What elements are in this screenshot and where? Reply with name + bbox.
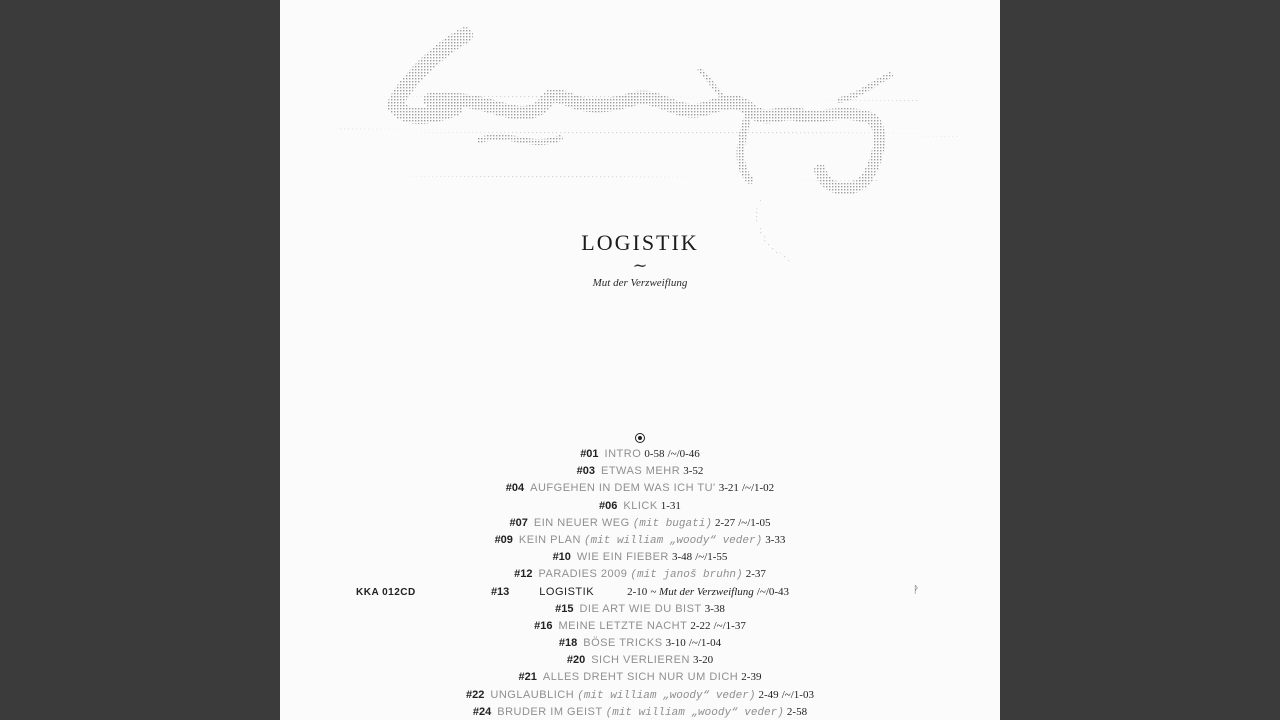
- track-number: #03: [576, 465, 595, 478]
- track-row: [280, 515, 1000, 532]
- track-row: [280, 498, 1000, 515]
- track-number: #06: [599, 499, 618, 512]
- tracklist: [280, 446, 1000, 720]
- disc-icon: [635, 433, 645, 443]
- track-number: #13: [490, 585, 510, 598]
- track-subtitle: ~ Mut der Verzweiflung: [650, 585, 754, 598]
- track-featuring: (mit janoš bruhn): [630, 569, 743, 582]
- track-extra-duration: /~/1-03: [781, 688, 814, 701]
- track-duration: 3-10: [665, 637, 686, 650]
- track-title: EIN NEUER WEG: [533, 516, 630, 529]
- track-title: AUFGEHEN IN DEM WAS ICH TU': [530, 482, 716, 495]
- track-extra-duration: /~/1-55: [695, 551, 728, 564]
- track-extra-duration: /~/1-37: [713, 619, 746, 632]
- album-cover: [280, 0, 1000, 720]
- track-number: #24: [472, 705, 492, 718]
- track-number: #22: [466, 688, 485, 701]
- track-title: MEINE LETZTE NACHT: [558, 619, 688, 632]
- track-number: #07: [509, 516, 528, 529]
- track-title: KEIN PLAN: [518, 533, 581, 546]
- track-extra-duration: /~/0-46: [667, 448, 700, 460]
- track-featuring: (mit bugati): [632, 517, 712, 530]
- track-duration: 3-38: [704, 602, 725, 615]
- track-title: INTRO: [604, 448, 642, 460]
- track-title: SICH VERLIEREN: [591, 654, 690, 667]
- track-row: [280, 618, 1000, 635]
- track-number: #16: [534, 619, 553, 632]
- artist-title: LOGISTIK: [581, 230, 699, 255]
- track-duration: 2-10: [627, 585, 648, 598]
- catalog-number: KKA 012CD: [356, 587, 416, 598]
- track-number: #12: [514, 568, 533, 581]
- track-number: #15: [555, 602, 574, 615]
- track-title: ETWAS MEHR: [600, 465, 681, 478]
- track-duration: 0-58: [644, 448, 665, 460]
- track-extra-duration: /~/1-02: [741, 482, 775, 495]
- track-extra-duration: /~/1-04: [688, 637, 722, 650]
- track-duration: 3-48: [671, 551, 693, 564]
- track-number: #20: [566, 654, 586, 667]
- track-duration: 1-31: [660, 499, 681, 512]
- track-row: [280, 463, 1000, 480]
- track-duration: 2-58: [786, 705, 808, 718]
- track-row: [280, 584, 1000, 601]
- track-row: [280, 652, 1000, 669]
- track-title: UNGLAUBLICH: [490, 688, 575, 701]
- track-row: [280, 480, 1000, 497]
- track-row: [280, 704, 1000, 720]
- label-mark: ᚹ: [913, 585, 919, 596]
- track-duration: 3-21: [718, 482, 739, 495]
- track-row: [280, 687, 1000, 704]
- track-row: [280, 446, 1000, 463]
- track-number: #21: [518, 671, 537, 684]
- track-row: [280, 601, 1000, 618]
- track-title: LOGISTIK: [539, 585, 595, 598]
- track-featuring: (mit william „woody“ veder): [577, 689, 756, 702]
- track-title: BÖSE TRICKS: [583, 637, 663, 650]
- tilde-ornament: ~: [632, 255, 648, 276]
- track-duration: 3-52: [683, 465, 704, 478]
- track-row: [280, 532, 1000, 549]
- track-duration: 3-20: [692, 654, 714, 667]
- track-featuring: (mit william „woody“ veder): [583, 534, 763, 547]
- track-extra-duration: /~/0-43: [756, 585, 790, 598]
- track-number: #01: [580, 448, 599, 460]
- track-duration: 3-33: [765, 533, 786, 546]
- track-title: PARADIES 2009: [538, 568, 628, 581]
- track-title: DIE ART WIE DU BIST: [579, 602, 702, 615]
- track-row: [280, 669, 1000, 686]
- track-title: BRUDER IM GEIST: [497, 705, 603, 718]
- track-title: ALLES DREHT SICH NUR UM DICH: [542, 671, 739, 684]
- track-row: [280, 566, 1000, 583]
- track-number: #18: [558, 637, 578, 650]
- track-duration: 2-27: [714, 516, 736, 529]
- track-duration: 2-39: [741, 671, 762, 684]
- track-duration: 2-37: [745, 568, 766, 581]
- track-number: #09: [494, 533, 513, 546]
- track-row: [280, 549, 1000, 566]
- track-title: WIE EIN FIEBER: [576, 551, 669, 564]
- track-row: [280, 635, 1000, 652]
- track-extra-duration: /~/1-05: [738, 516, 771, 529]
- album-title: Mut der Verzweiflung: [592, 277, 688, 289]
- track-duration: 2-49: [758, 688, 779, 701]
- track-featuring: (mit william „woody“ veder): [605, 706, 784, 719]
- track-number: #10: [552, 551, 571, 564]
- track-duration: 2-22: [690, 619, 711, 632]
- track-title: KLICK: [623, 499, 658, 512]
- track-number: #04: [505, 482, 525, 495]
